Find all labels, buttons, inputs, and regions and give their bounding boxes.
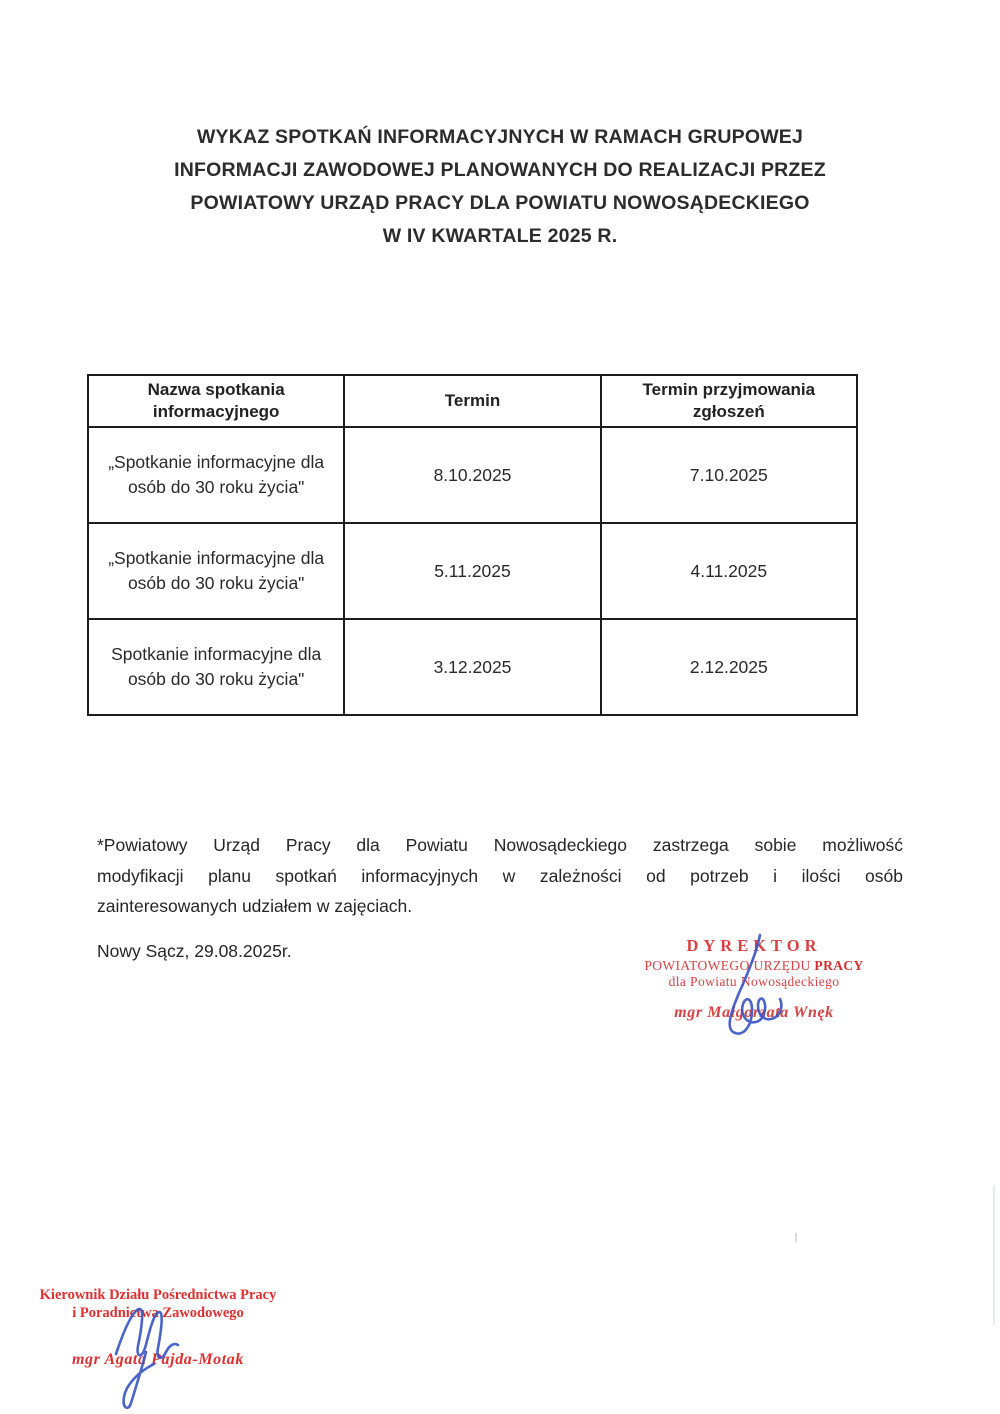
- zgloszenia-cell: 2.12.2025: [601, 619, 857, 715]
- footnote-line-3: zainteresowanych udziałem w zajęciach.: [97, 896, 413, 916]
- column-header-termin: Termin: [344, 375, 600, 427]
- meeting-name-cell: „Spotkanie informacyjne dla osób do 30 roku życia": [88, 427, 344, 523]
- title-line-4: W IV KWARTALE 2025 R.: [382, 225, 618, 247]
- termin-cell: 8.10.2025: [344, 427, 600, 523]
- termin-cell: 3.12.2025: [344, 619, 600, 715]
- footnote-line-1: *Powiatowy Urząd Pracy dla Powiatu Nowosądeckiego zastrzega sobie możliwość: [97, 835, 903, 855]
- title-line-1: WYKAZ SPOTKAŃ INFORMACYJNYCH W RAMACH GRUPOWEJ: [196, 126, 804, 148]
- column-header-termin-zgloszen: Termin przyjmowania zgłoszeń: [601, 375, 857, 427]
- table-row: [88, 619, 857, 715]
- kierownik-stamp-line-1: Kierownik Działu Pośrednictwa Pracy: [39, 1287, 277, 1303]
- table-row: [88, 427, 857, 523]
- table-header-row: [88, 375, 857, 427]
- meetings-table: [87, 374, 858, 716]
- zgloszenia-cell: 7.10.2025: [601, 427, 857, 523]
- scan-edge-artifact: [993, 1185, 995, 1325]
- title-line-2: INFORMACJI ZAWODOWEJ PLANOWANYCH DO REALIZACJI PRZEZ: [174, 159, 826, 181]
- footnote-line-2: modyfikacji planu spotkań informacyjnych w zależności od potrzeb i ilości osób: [97, 865, 903, 886]
- place-and-date: Nowy Sącz, 29.08.2025r.: [97, 941, 292, 961]
- meeting-name-cell: „Spotkanie informacyjne dla osób do 30 roku życia": [88, 523, 344, 619]
- scan-artifact-dot: [795, 1233, 797, 1242]
- meeting-name-cell: Spotkanie informacyjne dla osób do 30 roku życia": [88, 619, 344, 715]
- footnote-paragraph: [97, 830, 903, 922]
- column-header-meeting-name: Nazwa spotkania informacyjnego: [88, 375, 344, 427]
- table-row: [88, 523, 857, 619]
- director-stamp-district: dla Powiatu Nowosądeckiego: [668, 974, 840, 989]
- director-stamp-office: POWIATOWEGO URZĘDU PRACY: [644, 958, 864, 973]
- kierownik-stamp: [38, 1286, 278, 1369]
- document-title: [60, 121, 940, 253]
- director-signature-name: mgr Małgorzata Wnęk: [674, 1004, 834, 1021]
- title-line-3: POWIATOWY URZĄD PRACY DLA POWIATU NOWOSĄDECKIEGO: [190, 192, 810, 214]
- director-stamp: [626, 936, 882, 1022]
- kierownik-stamp-line-2: i Poradnictwa Zawodowego: [72, 1305, 244, 1321]
- kierownik-signature-name: mgr Agata Pajda-Motak: [71, 1351, 244, 1368]
- director-stamp-title: DYREKTOR: [686, 936, 822, 955]
- termin-cell: 5.11.2025: [344, 523, 600, 619]
- zgloszenia-cell: 4.11.2025: [601, 523, 857, 619]
